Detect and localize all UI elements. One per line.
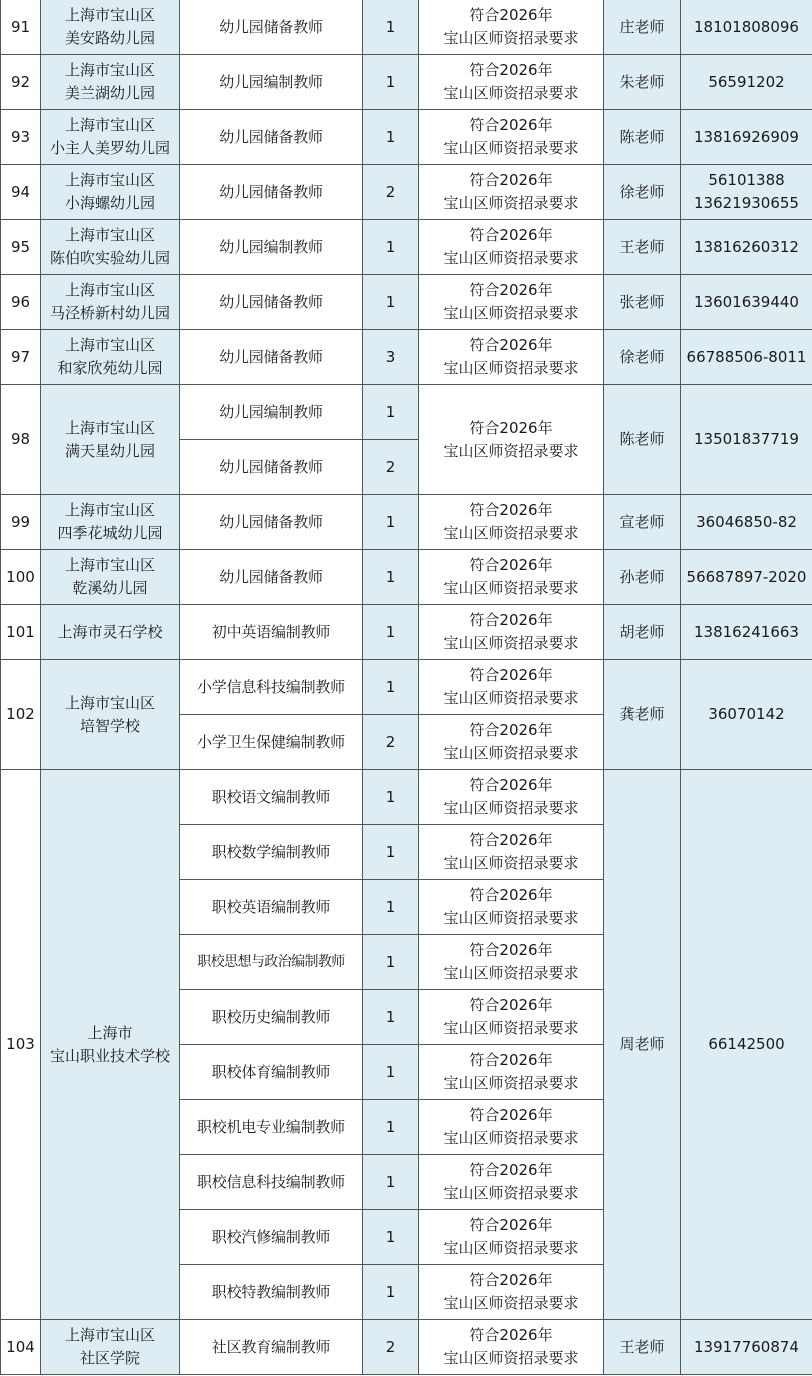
requirement: 符合2026年 宝山区师资招录要求 [419, 495, 604, 550]
position-title: 职校体育编制教师 [180, 1045, 363, 1100]
table-row [1, 165, 812, 220]
contact-phone: 13501837719 [681, 385, 812, 495]
position-count: 2 [363, 1320, 419, 1375]
requirement: 符合2026年 宝山区师资招录要求 [419, 715, 604, 770]
contact-phone: 18101808096 [681, 0, 812, 55]
position-title: 小学信息科技编制教师 [180, 660, 363, 715]
table-row [1, 55, 812, 110]
position-count: 1 [363, 0, 419, 55]
contact-phone: 66142500 [681, 770, 812, 1320]
position-title: 幼儿园储备教师 [180, 275, 363, 330]
position-title: 幼儿园储备教师 [180, 440, 363, 495]
position-title: 幼儿园储备教师 [180, 0, 363, 55]
school-name: 上海市宝山区 美安路幼儿园 [41, 0, 180, 55]
position-title: 幼儿园储备教师 [180, 330, 363, 385]
position-title: 职校汽修编制教师 [180, 1210, 363, 1265]
row-number: 95 [1, 220, 41, 275]
table-row [1, 550, 812, 605]
contact-name: 庄老师 [604, 0, 681, 55]
school-name: 上海市宝山区 小海螺幼儿园 [41, 165, 180, 220]
position-title: 小学卫生保健编制教师 [180, 715, 363, 770]
position-title: 幼儿园编制教师 [180, 385, 363, 440]
position-count: 1 [363, 660, 419, 715]
row-number: 102 [1, 660, 41, 770]
contact-name: 宣老师 [604, 495, 681, 550]
table-row [1, 0, 812, 55]
requirement: 符合2026年 宝山区师资招录要求 [419, 330, 604, 385]
position-count: 1 [363, 935, 419, 990]
requirement: 符合2026年 宝山区师资招录要求 [419, 55, 604, 110]
school-name: 上海市宝山区 乾溪幼儿园 [41, 550, 180, 605]
requirement: 符合2026年 宝山区师资招录要求 [419, 990, 604, 1045]
requirement: 符合2026年 宝山区师资招录要求 [419, 825, 604, 880]
position-title: 职校数学编制教师 [180, 825, 363, 880]
contact-phone: 13816241663 [681, 605, 812, 660]
position-title: 社区教育编制教师 [180, 1320, 363, 1375]
requirement: 符合2026年 宝山区师资招录要求 [419, 385, 604, 495]
contact-name: 孙老师 [604, 550, 681, 605]
requirement: 符合2026年 宝山区师资招录要求 [419, 770, 604, 825]
position-title: 幼儿园储备教师 [180, 495, 363, 550]
position-count: 1 [363, 495, 419, 550]
position-title: 初中英语编制教师 [180, 605, 363, 660]
position-count: 1 [363, 1210, 419, 1265]
position-count: 3 [363, 330, 419, 385]
position-title: 幼儿园编制教师 [180, 55, 363, 110]
table-row [1, 1320, 812, 1375]
contact-name: 龚老师 [604, 660, 681, 770]
position-count: 1 [363, 550, 419, 605]
table-row [1, 770, 812, 825]
position-count: 1 [363, 55, 419, 110]
contact-phone: 56591202 [681, 55, 812, 110]
position-count: 2 [363, 715, 419, 770]
contact-name: 张老师 [604, 275, 681, 330]
contact-phone: 36070142 [681, 660, 812, 770]
row-number: 104 [1, 1320, 41, 1375]
row-number: 100 [1, 550, 41, 605]
contact-phone: 36046850-82 [681, 495, 812, 550]
position-title: 幼儿园储备教师 [180, 110, 363, 165]
table-row [1, 275, 812, 330]
position-title: 职校历史编制教师 [180, 990, 363, 1045]
contact-name: 周老师 [604, 770, 681, 1320]
position-title: 职校信息科技编制教师 [180, 1155, 363, 1210]
requirement: 符合2026年 宝山区师资招录要求 [419, 935, 604, 990]
position-title: 幼儿园储备教师 [180, 165, 363, 220]
position-count: 1 [363, 220, 419, 275]
school-name: 上海市宝山区 和家欣苑幼儿园 [41, 330, 180, 385]
school-name: 上海市宝山区 小主人美罗幼儿园 [41, 110, 180, 165]
school-name: 上海市宝山区 培智学校 [41, 660, 180, 770]
requirement: 符合2026年 宝山区师资招录要求 [419, 1100, 604, 1155]
position-count: 1 [363, 605, 419, 660]
row-number: 93 [1, 110, 41, 165]
requirement: 符合2026年 宝山区师资招录要求 [419, 1045, 604, 1100]
contact-phone: 13816260312 [681, 220, 812, 275]
requirement: 符合2026年 宝山区师资招录要求 [419, 110, 604, 165]
position-count: 2 [363, 165, 419, 220]
row-number: 94 [1, 165, 41, 220]
contact-phone: 56101388 13621930655 [681, 165, 812, 220]
position-title: 职校语文编制教师 [180, 770, 363, 825]
contact-name: 徐老师 [604, 330, 681, 385]
school-name: 上海市宝山区 马泾桥新村幼儿园 [41, 275, 180, 330]
position-title: 职校机电专业编制教师 [180, 1100, 363, 1155]
requirement: 符合2026年 宝山区师资招录要求 [419, 660, 604, 715]
table-row [1, 110, 812, 165]
position-title: 职校思想与政治编制教师 [180, 935, 363, 990]
school-name: 上海市宝山区 美兰湖幼儿园 [41, 55, 180, 110]
contact-name: 王老师 [604, 1320, 681, 1375]
school-name: 上海市 宝山职业技术学校 [41, 770, 180, 1320]
contact-name: 王老师 [604, 220, 681, 275]
table-row [1, 495, 812, 550]
requirement: 符合2026年 宝山区师资招录要求 [419, 1265, 604, 1320]
position-count: 1 [363, 1100, 419, 1155]
school-name: 上海市宝山区 满天星幼儿园 [41, 385, 180, 495]
requirement: 符合2026年 宝山区师资招录要求 [419, 275, 604, 330]
position-title: 幼儿园储备教师 [180, 550, 363, 605]
row-number: 92 [1, 55, 41, 110]
row-number: 91 [1, 0, 41, 55]
position-count: 1 [363, 880, 419, 935]
contact-name: 胡老师 [604, 605, 681, 660]
school-name: 上海市宝山区 社区学院 [41, 1320, 180, 1375]
row-number: 101 [1, 605, 41, 660]
school-name: 上海市宝山区 四季花城幼儿园 [41, 495, 180, 550]
contact-phone: 13816926909 [681, 110, 812, 165]
row-number: 97 [1, 330, 41, 385]
requirement: 符合2026年 宝山区师资招录要求 [419, 220, 604, 275]
contact-phone: 56687897-2020 [681, 550, 812, 605]
requirement: 符合2026年 宝山区师资招录要求 [419, 1320, 604, 1375]
table-row [1, 660, 812, 715]
position-count: 1 [363, 385, 419, 440]
position-title: 职校英语编制教师 [180, 880, 363, 935]
requirement: 符合2026年 宝山区师资招录要求 [419, 1210, 604, 1265]
position-count: 1 [363, 110, 419, 165]
requirement: 符合2026年 宝山区师资招录要求 [419, 165, 604, 220]
school-name: 上海市灵石学校 [41, 605, 180, 660]
position-count: 1 [363, 275, 419, 330]
position-count: 1 [363, 770, 419, 825]
row-number: 103 [1, 770, 41, 1320]
requirement: 符合2026年 宝山区师资招录要求 [419, 605, 604, 660]
requirement: 符合2026年 宝山区师资招录要求 [419, 0, 604, 55]
contact-name: 陈老师 [604, 385, 681, 495]
position-count: 1 [363, 990, 419, 1045]
position-count: 1 [363, 1265, 419, 1320]
table-row [1, 330, 812, 385]
requirement: 符合2026年 宝山区师资招录要求 [419, 1155, 604, 1210]
contact-name: 徐老师 [604, 165, 681, 220]
contact-name: 陈老师 [604, 110, 681, 165]
requirement: 符合2026年 宝山区师资招录要求 [419, 880, 604, 935]
table-row [1, 385, 812, 440]
position-count: 1 [363, 1155, 419, 1210]
contact-phone: 66788506-8011 [681, 330, 812, 385]
position-count: 1 [363, 825, 419, 880]
school-name: 上海市宝山区 陈伯吹实验幼儿园 [41, 220, 180, 275]
position-title: 幼儿园编制教师 [180, 220, 363, 275]
contact-phone: 13601639440 [681, 275, 812, 330]
row-number: 98 [1, 385, 41, 495]
row-number: 99 [1, 495, 41, 550]
position-title: 职校特教编制教师 [180, 1265, 363, 1320]
requirement: 符合2026年 宝山区师资招录要求 [419, 550, 604, 605]
row-number: 96 [1, 275, 41, 330]
contact-phone: 13917760874 [681, 1320, 812, 1375]
table-row [1, 605, 812, 660]
table-row [1, 220, 812, 275]
position-count: 2 [363, 440, 419, 495]
contact-name: 朱老师 [604, 55, 681, 110]
position-count: 1 [363, 1045, 419, 1100]
